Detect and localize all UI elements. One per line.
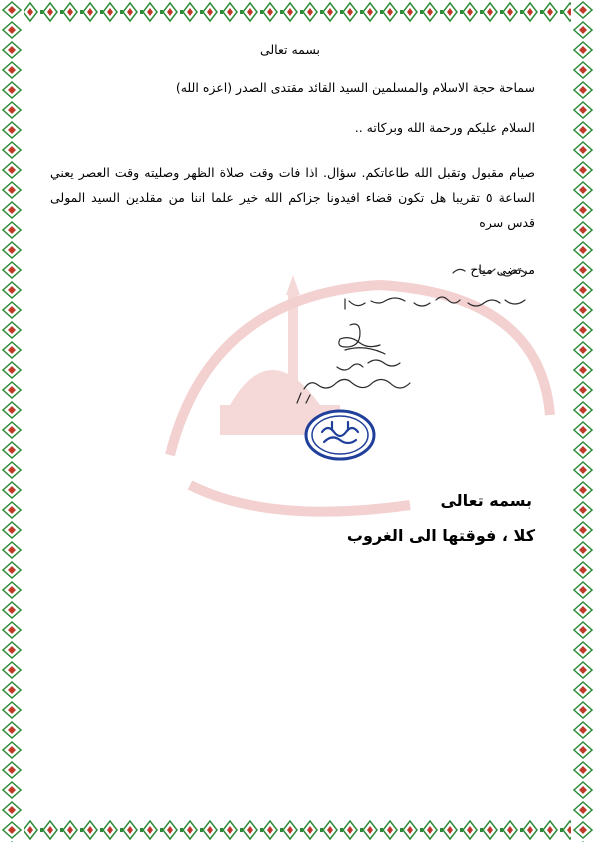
letter-sender: مرتضى مياح bbox=[470, 262, 535, 277]
letter-greeting: السلام عليكم ورحمة الله وبركاته .. bbox=[354, 120, 535, 135]
official-stamp bbox=[302, 408, 378, 462]
answer-heading: بسمه تعالى bbox=[440, 491, 532, 510]
letter-addressee: سماحة حجة الاسلام والمسلمين السيد القائد مقتدى الصدر (اعزه الله) bbox=[175, 80, 535, 95]
decorative-border-left bbox=[0, 0, 24, 842]
decorative-border-bottom bbox=[0, 818, 595, 842]
answer-text: كلا ، فوقتها الى الغروب bbox=[346, 526, 535, 545]
decorative-border-top bbox=[0, 0, 595, 24]
handwritten-reply bbox=[255, 255, 555, 465]
decorative-border-right bbox=[571, 0, 595, 842]
letter-question: صيام مقبول وتقبل الله طاعاتكم. سؤال. اذا فات وقت صلاة الظهر وصليته وقت العصر يعني الساعة ٥ تقريبا هل تكون قضاء افيدونا جزاكم الله خير علما اننا من مقلدين السيد المولى قدس سره bbox=[50, 165, 535, 230]
letter-heading: بسمه تعالى bbox=[259, 42, 321, 57]
